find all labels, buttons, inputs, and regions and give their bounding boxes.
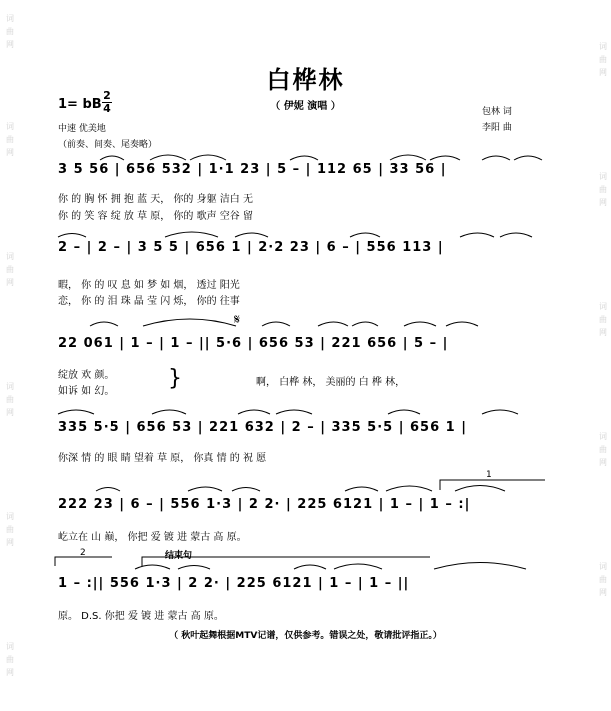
watermark-left-4: 词曲网	[6, 382, 14, 417]
lyrics-row-1-verse-1: 你 的 胸 怀 拥 抱 蓝 天， 你的 身躯 洁白 无	[58, 194, 253, 205]
ending-label: 结束句	[165, 551, 193, 561]
notation-row-1: 3 5 56 | 656 532 | 1·1 23 | 5 – | 112 65 | 33 56 |	[58, 162, 447, 177]
key-signature: 1= bB	[58, 97, 102, 112]
lyrics-row-3-chorus: 啊， 白桦 林， 美丽的 白 桦 林，	[256, 377, 406, 388]
song-title: 白桦林	[266, 66, 345, 94]
watermark-left-1: 词曲网	[6, 14, 14, 49]
watermark-left-2: 词曲网	[6, 122, 14, 157]
lyrics-row-5: 屹立在 山 巅， 你把 爱 镀 进 蒙古 高 原。	[58, 532, 247, 543]
composer-credit: 李阳 曲	[482, 123, 512, 133]
lyrics-row-6: 原。 D.S. 你把 爱 镀 进 蒙古 高 原。	[58, 611, 224, 622]
notation-row-2: 2 – | 2 – | 3 5 5 | 656 1 | 2·2 23 | 6 – | 556 113 |	[58, 240, 444, 255]
footnote: （ 秋叶起舞根据MTV记谱，仅供参考。错误之处，敬请批评指正。）	[169, 631, 442, 641]
watermark-right-5: 词曲网	[599, 562, 607, 597]
lyrics-row-4: 你深 情 的 眼 睛 望着 草 原， 你真 情 的 祝 愿	[58, 453, 267, 464]
singer-credit: （ 伊妮 演唱 ）	[270, 101, 341, 112]
volta-1-label: 1	[486, 470, 492, 480]
lyrics-row-2-verse-1: 暇， 你 的 叹 息 如 梦 如 烟， 透过 阳光	[58, 280, 240, 291]
lyrics-row-3-verse-1: 绽放 欢 颜。	[58, 370, 115, 381]
lyrics-row-1-verse-2: 你 的 笑 容 绽 放 草 原， 你的 歌声 空谷 留	[58, 211, 253, 222]
lyricist-credit: 包林 词	[482, 107, 512, 117]
notation-row-5: 222 23 | 6 – | 556 1·3 | 2 2· | 225 6121 | 1 – | 1 – :|	[58, 497, 471, 512]
watermark-right-2: 词曲网	[599, 172, 607, 207]
watermark-left-5: 词曲网	[6, 512, 14, 547]
notation-row-4: 335 5·5 | 656 53 | 221 632 | 2 – | 335 5·5 | 656 1 |	[58, 420, 467, 435]
meter-bottom: 4	[103, 102, 111, 115]
intro-note: （前奏、间奏、尾奏略）	[58, 140, 158, 150]
lyrics-row-2-verse-2: 恋， 你 的 泪 珠 晶 莹 闪 烁， 你的 往事	[58, 296, 240, 307]
watermark-left-3: 词曲网	[6, 252, 14, 287]
watermark-right-3: 词曲网	[599, 302, 607, 337]
notation-row-3: 22 061 | 1 – | 1 – || 5·6 | 656 53 | 221 656 | 5 – |	[58, 336, 449, 351]
watermark-right-4: 词曲网	[599, 432, 607, 467]
verse-brace: }	[168, 366, 182, 391]
tempo-marking: 中速 优美地	[58, 124, 106, 134]
meter-top: 2	[103, 89, 111, 102]
notation-row-6: 1 – :|| 556 1·3 | 2 2· | 225 6121 | 1 – | 1 – ||	[58, 576, 410, 591]
lyrics-row-3-verse-2: 如诉 如 幻。	[58, 386, 115, 397]
watermark-left-6: 词曲网	[6, 642, 14, 677]
volta-2-label: 2	[80, 548, 86, 558]
watermark-right-1: 词曲网	[599, 42, 607, 77]
segno-sign: 𝄋	[234, 312, 241, 328]
